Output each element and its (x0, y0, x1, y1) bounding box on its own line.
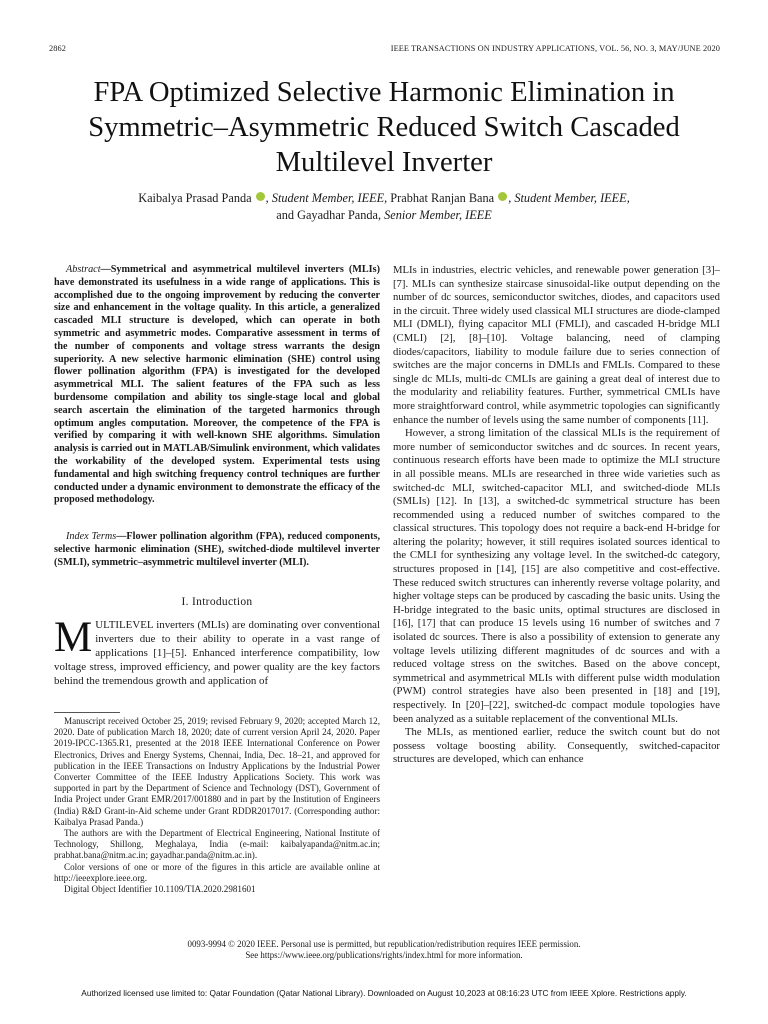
paper-title: FPA Optimized Selective Harmonic Elimination in Symmetric–Asymmetric Reduced Switch Cascaded Multilevel Inverter (88, 77, 680, 178)
orcid-icon[interactable] (498, 192, 507, 201)
intro-text: ULTILEVEL inverters (MLIs) are dominating over conventional inverters due to their ability to operate in a vast range of applications [1]–[5]. Enhanced interference compatibility, low voltage stress, improved efficiency, and power quality are the key factors behind the tremendous growth and application of (54, 619, 380, 687)
footnote-doi: Digital Object Identifier 10.1109/TIA.2020.2981601 (64, 884, 256, 895)
body-paragraph: However, a strong limitation of the classical MLIs is the requirement of more number of semiconductor switches and dc sources. In recent years, continuous research efforts have been made to optimize the MLI structure in all possible means. MLIs are researched in three wide varieties such as switched-dc MLI, switched-capacitor MLI, and switched-diode MLIs (SMLIs) [12]. In [13], a switched-dc symmetrical structure has been recommended using a reduced number of switches compared to the classical structures. This topology does not require a back-end H-bridge for altering the polarity; however, it still requires isolated sources identical to the CMLI for synthesizing any voltage level. In the switched-dc category, structures proposed in [14], [15] are also competitive and cost-effective. These reduced switch structures can inherently reverse voltage polarity, and higher voltage steps can be produced by cascading the basic units. Using the H-bridge integrated to the basic units, optimal structures are disclosed in [16], [17] that can produce 15 levels using 16 number of switches and 7 isolated dc sources. There is also a possibility of extension to generate any voltage levels utilizing different magnitudes of dc sources and with a reduced voltage stress on the switches. Based on the above concept, symmetrical and asymmetrical MLIs with different pulse width modulation (PWM) control strategies have also been presented in [18] and [19], respectively. In [20]–[22], switched-dc compact module topologies have been analyzed as a suitable replacement of the conventional MLIs. (393, 427, 720, 725)
author-line-1 (40, 190, 728, 207)
abstract (54, 264, 380, 507)
author-role: , Student Member, IEEE, (508, 191, 630, 205)
drop-cap: M (54, 614, 93, 661)
footnote-manuscript: Manuscript received October 25, 2019; revised February 9, 2020; accepted March 12, 2020. Date of publication March 18, 2020; date of current version April 24, 2020. Paper 2019-IPCC-1365.R1, presented at the 2018 IEEE International Conference on Power Electronics, Drives and Energy Systems, Chennai, India, Dec. 18–21, and approved for publication in the IEEE Transactions on Industry Applications by the Industrial Power Converter Committee of the IEEE Industry Applications Society. This work was supported in part by the Department of Science and Technology (DST), Government of India Project under Grant EMR/2017/001880 and in part by the Institution of Engineers (India) R&D Grant-in-Aid scheme under Grant RDDR2017017. (Corresponding author: Kaibalya Prasad Panda.) (54, 716, 380, 827)
copyright-notice (40, 939, 728, 962)
footnote-affiliation: The authors are with the Department of Electrical Engineering, National Institute of Technology, Shillong, Meghalaya, India (e-mail: kaibalyapanda@nitm.ac.in; prabhat.bana@nitm.ac.in; gayadhar.panda@nitm.ac.in). (54, 828, 380, 861)
footnote-divider (54, 712, 120, 713)
body-paragraph: MLIs in industries, electric vehicles, and renewable power generation [3]–[7]. MLIs can synthesize staircase sinusoidal-like output depending on the number of dc sources, semiconductor switches, diodes, and capacitors used in the circuit. Three widely used classical MLI structures are diode-clamped MLI (DMLI), flying capacitor MLI (FMLI), and cascaded H-bridge MLI (CMLI) [2], [8]–[10]. Voltage balancing, need of clamping diodes/capacitors, liability to module failure due to series connection of switches are the major concerns in DMLIs and FMLIs. Compared to these single dc MLIs, multi-dc CMLIs are gaining a great deal of interest due to the modularity and reliability features. Further, symmetrical CMLIs have more straightforward control, while asymmetric topologies can significantly enhance the number of levels using the same number of components [11]. (393, 264, 720, 426)
author-name: and Gayadhar Panda, (276, 208, 385, 222)
page-number: 2862 (49, 44, 66, 53)
body-paragraph: The MLIs, as mentioned earlier, reduce the switch count but do not possess voltage boosting ability. Consequently, switched-capacitor structures are developed, which can enhance (393, 726, 720, 766)
right-column (393, 264, 720, 767)
abstract-label: Abstract (66, 264, 101, 275)
intro-paragraph (54, 614, 380, 689)
index-terms-label: Index Terms (66, 531, 117, 542)
author-role: , Student Member, IEEE, (265, 191, 388, 205)
author-name: Kaibalya Prasad Panda (138, 191, 252, 205)
license-banner: Authorized licensed use limited to: Qatar Foundation (Qatar National Library). Downloaded on August 10,2023 at 08:16:23 UTC from IEEE Xplore. Restrictions apply. (81, 988, 687, 998)
author-name: Prabhat Ranjan Bana (387, 191, 495, 205)
section-heading: I. Introduction (181, 596, 253, 608)
footnote-color: Color versions of one or more of the figures in this article are available online at http://ieeexplore.ieee.org. (54, 861, 380, 883)
copyright-line: See https://www.ieee.org/publications/rights/index.html for more information. (245, 950, 523, 961)
copyright-line: 0093-9994 © 2020 IEEE. Personal use is permitted, but republication/redistribution requires IEEE permission. (187, 939, 581, 949)
footnotes (54, 716, 380, 895)
abstract-text: —Symmetrical and asymmetrical multilevel inverters (MLIs) have demonstrated its usefulness in a wide range of applications. This is accomplished due to the ongoing improvement by reducing the converter size and enhancement in the voltage quality. In this article, a generalized cascaded MLI structure is developed, which can operate in both symmetric and asymmetric modes. Comparative assessment in terms of the number of components and voltage stress warrants the design superiority. A new selective harmonic elimination (SHE) control using flower pollination algorithm (FPA) is investigated for the developed asymmetrical MLI. The salient features of the FPA such as less burdensome compilation and ability tos single-stage local and global search ascertain the elimination of the targeted harmonics through optimum angles computation. Moreover, the competence of the FPA is verified by comparing it with well-known SHE algorithms. Simulation analysis is carried out in MATLAB/Simulink environment, which validates the workability of the developed system. Experimental tests using fundamental and high switching frequency control techniques are further conducted under a dynamic environment to demonstrate the efficacy of the proposed methodology. (54, 264, 380, 506)
author-line-2 (40, 207, 728, 224)
index-terms (54, 531, 380, 569)
author-role: Senior Member, IEEE (384, 208, 492, 222)
orcid-icon[interactable] (256, 192, 265, 201)
journal-header: IEEE TRANSACTIONS ON INDUSTRY APPLICATIONS, VOL. 56, NO. 3, MAY/JUNE 2020 (390, 44, 720, 53)
index-terms-text: —Flower pollination algorithm (FPA), reduced components, selective harmonic elimination (SHE), switched-diode multilevel inverter (SMLI), symmetric–asymmetric multilevel inverter (MLI). (54, 531, 380, 568)
